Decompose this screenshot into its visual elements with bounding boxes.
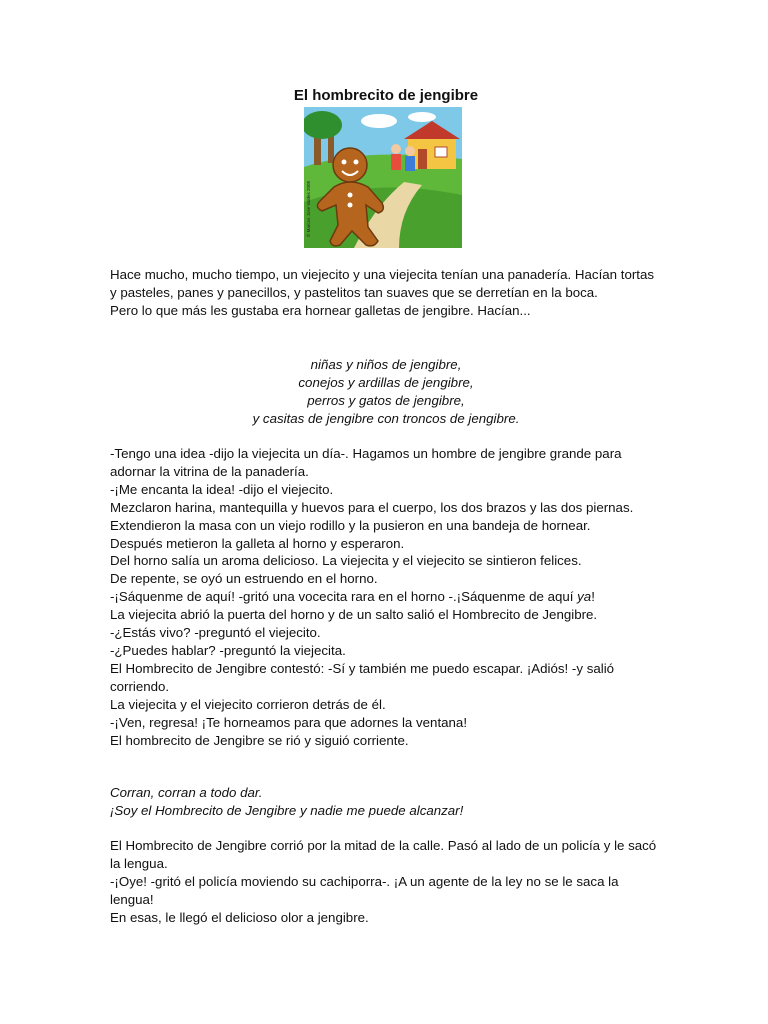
paragraph: -¡Me encanta la idea! -dijo el viejecito.: [110, 481, 334, 497]
paragraph: -¡Ven, regresa! ¡Te horneamos para que adornes la ventana!: [110, 714, 468, 730]
punctuation: !: [591, 589, 595, 605]
verse-line: perros y gatos de jengibre,: [307, 392, 465, 408]
paragraph: El hombrecito de Jengibre se rió y siguió corriente.: [110, 732, 409, 748]
verse-line: y casitas de jengibre con troncos de jengibre.: [252, 410, 520, 426]
paragraph: -Tengo una idea -dijo la viejecita un día-. Hagamos un hombre de jengibre grande para adornar la vitrina de la panadería.: [110, 446, 622, 479]
paragraph: Después metieron la galleta al horno y esperaron.: [110, 535, 405, 551]
verse-block: [110, 356, 662, 428]
paragraph: De repente, se oyó un estruendo en el horno.: [110, 571, 378, 587]
paragraph: -¿Estás vivo? -preguntó el viejecito.: [110, 625, 321, 641]
paragraph: Mezclaron harina, mantequilla y huevos para el cuerpo, los dos brazos y las dos piernas. Extendieron la masa con un viejo rodillo y la pusieron en una bandeja de hornear.: [110, 499, 634, 533]
story-text: [110, 445, 662, 749]
paragraph: Pero lo que más les gustaba era hornear galletas de jengibre. Hacían...: [110, 302, 531, 318]
paragraph: -¿Puedes hablar? -preguntó la viejecita.: [110, 642, 346, 658]
illustration-credit: © Marcos Jose Valdes 2008: [306, 180, 311, 237]
chant-line: Corran, corran a todo dar.: [110, 785, 263, 800]
paragraph: Del horno salía un aroma delicioso. La viejecita y el viejecito se sintieron felices.: [110, 553, 582, 569]
paragraph: El Hombrecito de Jengibre corrió por la mitad de la calle. Pasó al lado de un policía y le sacó la lengua.: [110, 838, 657, 871]
paragraph: En esas, le llegó el delicioso olor a jengibre.: [110, 909, 369, 925]
paragraph: La viejecita y el viejecito corrieron detrás de él.: [110, 696, 386, 712]
paragraph-text: -¡Sáquenme de aquí! -gritó una vocecita rara en el horno -.¡Sáquenme de aquí: [110, 589, 578, 605]
paragraph: El Hombrecito de Jengibre contestó: -Sí y también me puedo escapar. ¡Adiós! -y salió corriendo.: [110, 660, 615, 694]
paragraph: [110, 588, 662, 606]
chant-line: ¡Soy el Hombrecito de Jengibre y nadie me puede alcanzar!: [110, 802, 464, 818]
paragraph: Hace mucho, mucho tiempo, un viejecito y una viejecita tenían una panadería. Hacían tortas y pasteles, panes y panecillos, y pastelitos tan suaves que se derretían en la boca.: [110, 267, 655, 300]
gingerbread-illustration: [304, 107, 462, 248]
paragraph: -¡Oye! -gritó el policía moviendo su cachiporra-. ¡A un agente de la ley no se le saca la lengua!: [110, 873, 619, 907]
document-title: El hombrecito de jengibre: [293, 87, 479, 104]
emphasis: ya: [577, 589, 592, 605]
verse-line: niñas y niños de jengibre,: [310, 357, 462, 372]
chant-block: [110, 784, 662, 820]
ending-text: [110, 837, 662, 927]
verse-line: conejos y ardillas de jengibre,: [298, 374, 474, 390]
paragraph: La viejecita abrió la puerta del horno y de un salto salió el Hombrecito de Jengibre.: [110, 607, 598, 623]
intro-text: [110, 266, 662, 320]
